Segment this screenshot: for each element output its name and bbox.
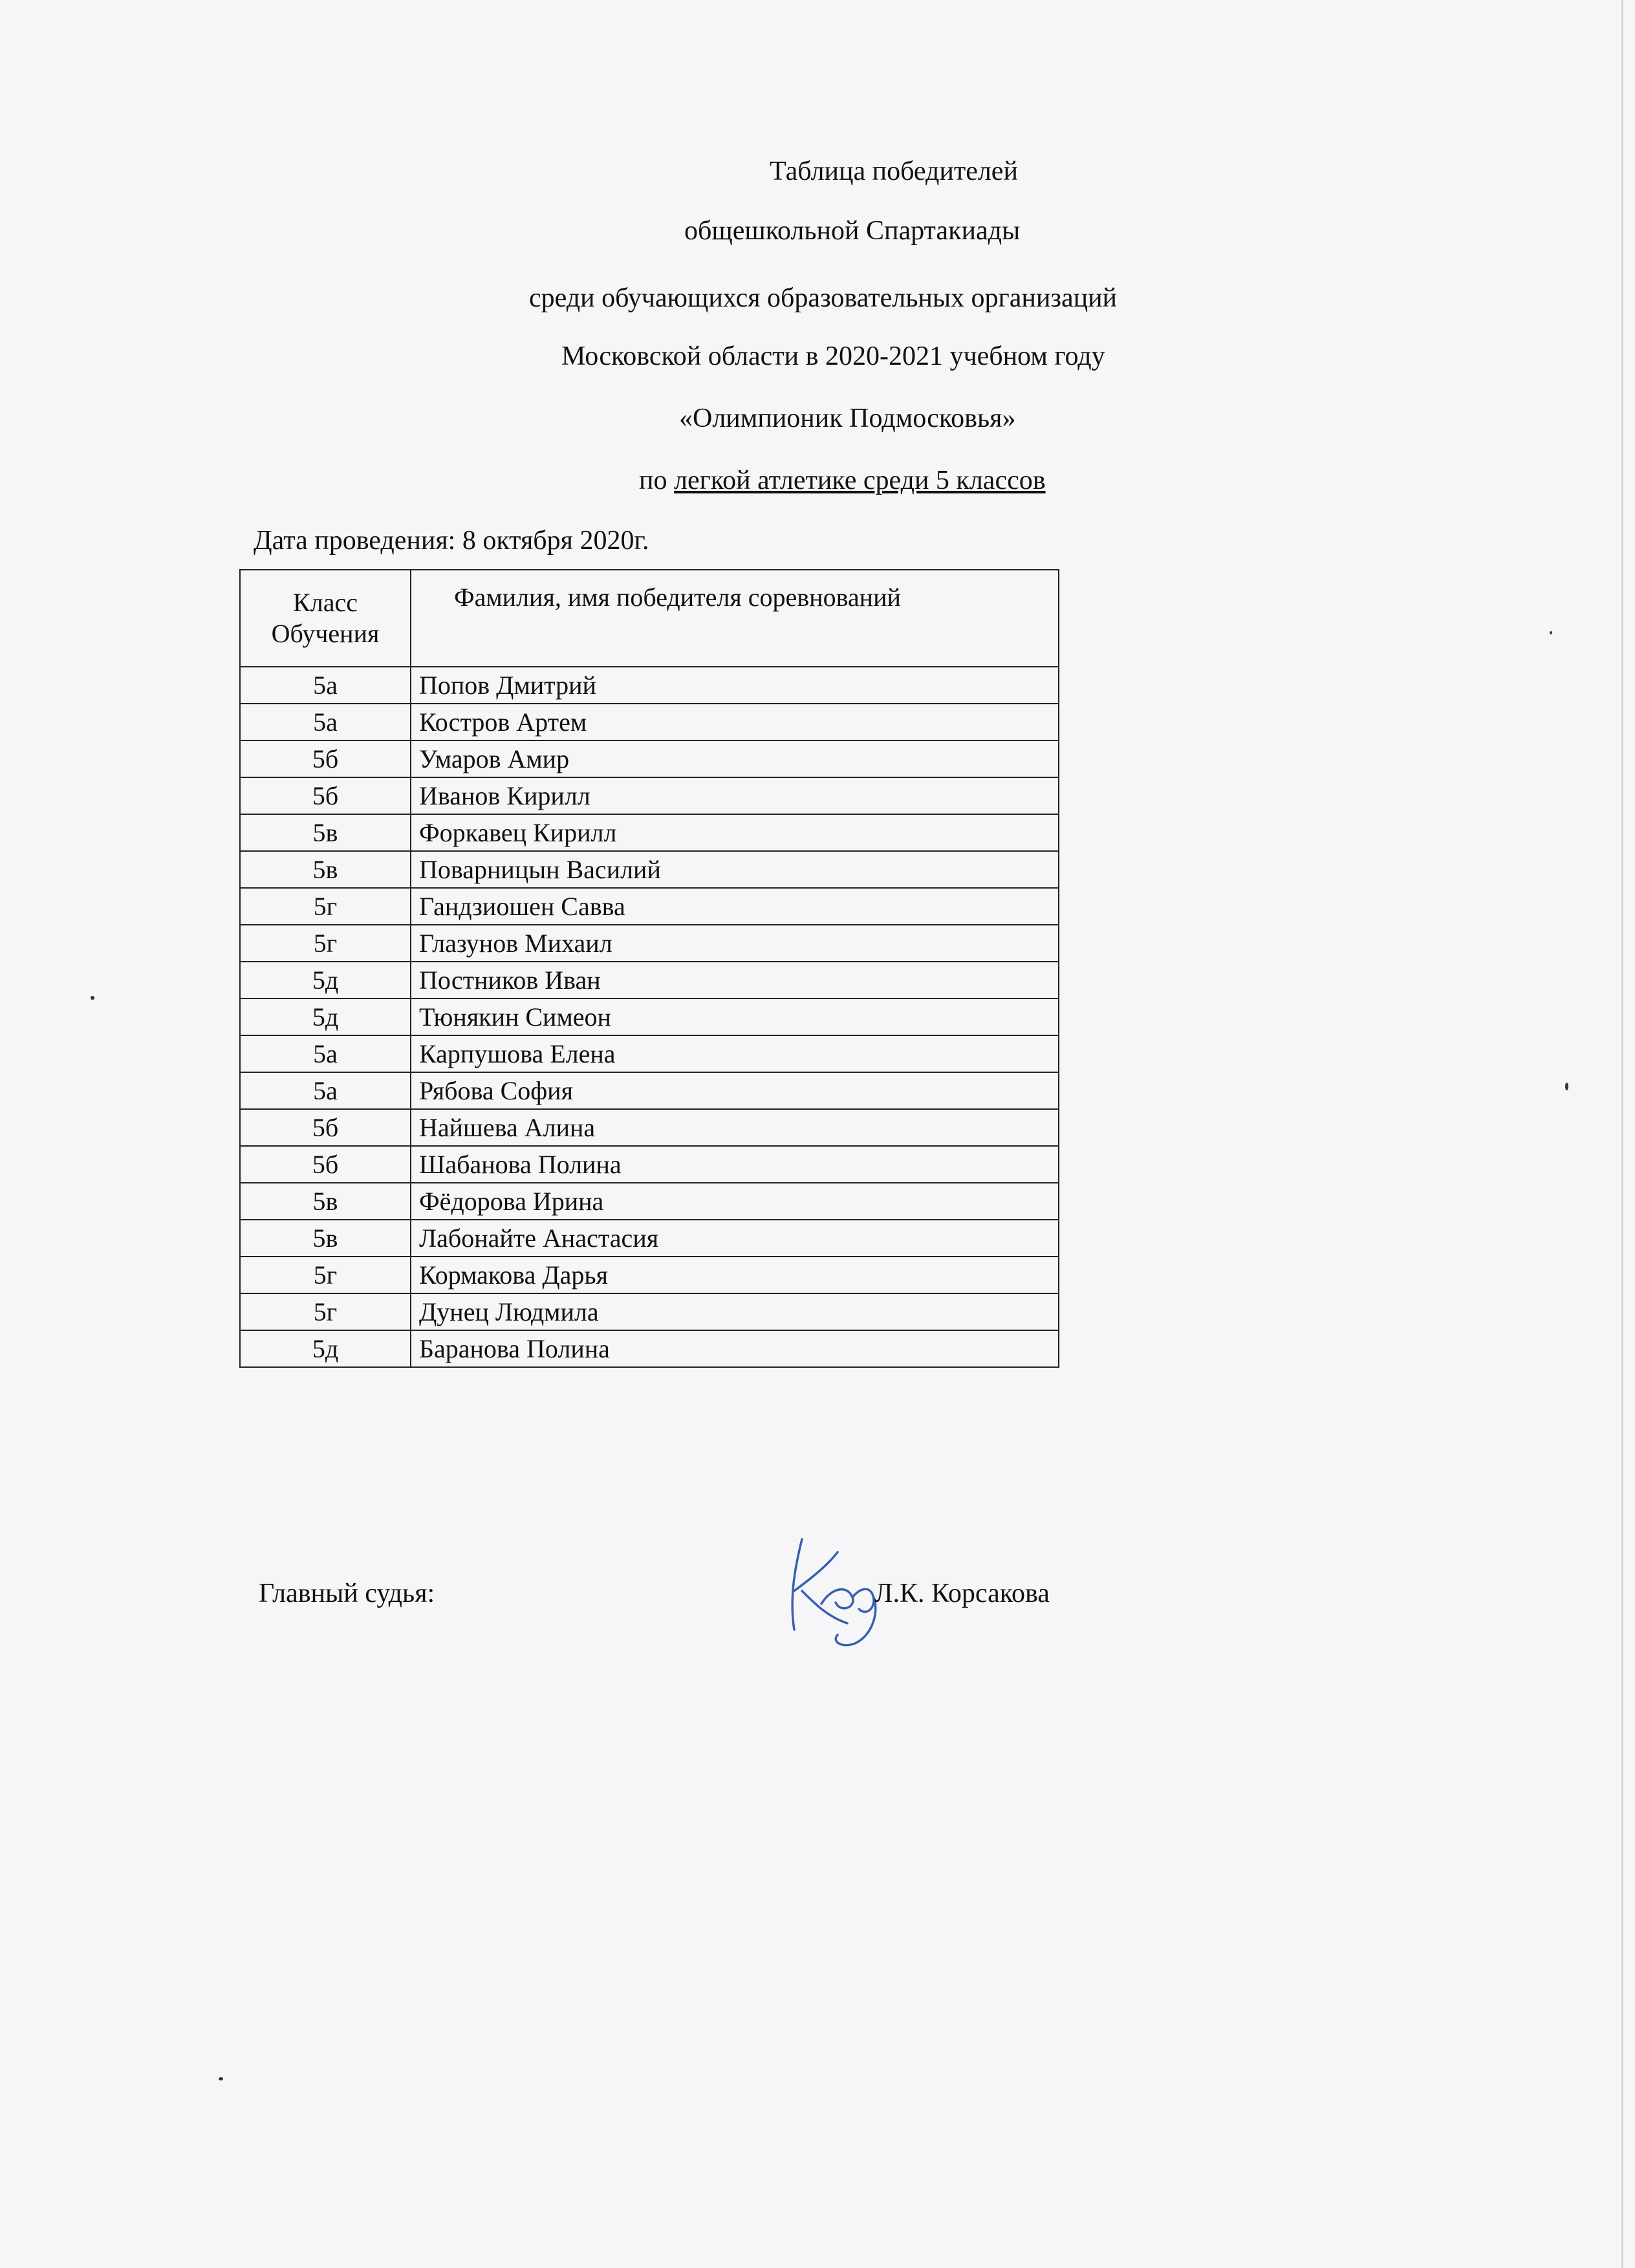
- header-class-line-2: Обучения: [271, 619, 380, 648]
- title-line-6-sport: легкой атлетике среди 5 классов: [673, 466, 1046, 495]
- table-row: [240, 814, 1059, 851]
- cell-winner-name: Кормакова Дарья: [411, 1257, 1059, 1293]
- title-line-5: «Олимпионик Подмосковья»: [679, 404, 1016, 433]
- table-header-row: [240, 570, 1059, 667]
- cell-class: 5б: [240, 777, 411, 814]
- cell-class: 5д: [240, 1330, 411, 1367]
- paper-speck: [1550, 631, 1552, 634]
- winners-table: [239, 569, 1059, 1368]
- cell-winner-name: Поварницын Василий: [411, 851, 1059, 888]
- table-row: [240, 1146, 1059, 1183]
- table-row: [240, 1257, 1059, 1293]
- cell-winner-name: Тюнякин Симеон: [411, 999, 1059, 1035]
- table-row: [240, 1293, 1059, 1330]
- table-row: [240, 1035, 1059, 1072]
- cell-winner-name: Умаров Амир: [411, 740, 1059, 777]
- table-row: [240, 851, 1059, 888]
- table-row: [240, 1072, 1059, 1109]
- cell-class: 5г: [240, 888, 411, 925]
- cell-class: 5а: [240, 704, 411, 740]
- paper-edge-shadow: [1621, 0, 1623, 2268]
- table-row: [240, 999, 1059, 1035]
- paper-speck: [1565, 1083, 1568, 1090]
- cell-winner-name: Дунец Людмила: [411, 1293, 1059, 1330]
- cell-winner-name: Глазунов Михаил: [411, 925, 1059, 962]
- header-class-line-1: Класс: [293, 588, 358, 617]
- chief-judge-label: Главный судья:: [259, 1579, 435, 1608]
- cell-winner-name: Найшева Алина: [411, 1109, 1059, 1146]
- chief-judge-name: Л.К. Корсакова: [874, 1579, 1050, 1608]
- cell-class: 5а: [240, 667, 411, 704]
- title-line-6-prefix: по: [639, 466, 674, 495]
- cell-winner-name: Карпушова Елена: [411, 1035, 1059, 1072]
- event-date: Дата проведения: 8 октября 2020г.: [254, 526, 649, 556]
- table-row: [240, 777, 1059, 814]
- cell-class: 5б: [240, 1109, 411, 1146]
- cell-class: 5в: [240, 814, 411, 851]
- cell-class: 5г: [240, 1257, 411, 1293]
- title-line-2: общешкольной Спартакиады: [684, 216, 1021, 246]
- table-row: [240, 962, 1059, 999]
- paper-speck: [91, 996, 94, 1000]
- table-row: [240, 1183, 1059, 1220]
- cell-winner-name: Иванов Кирилл: [411, 777, 1059, 814]
- table-row: [240, 1109, 1059, 1146]
- header-class: [240, 570, 411, 667]
- cell-winner-name: Фёдорова Ирина: [411, 1183, 1059, 1220]
- cell-winner-name: Форкавец Кирилл: [411, 814, 1059, 851]
- winners-body: [240, 667, 1059, 1367]
- table-row: [240, 704, 1059, 740]
- table-row: [240, 888, 1059, 925]
- cell-class: 5в: [240, 1183, 411, 1220]
- cell-winner-name: Лабонайте Анастасия: [411, 1220, 1059, 1257]
- cell-winner-name: Гандзиошен Савва: [411, 888, 1059, 925]
- cell-class: 5б: [240, 1146, 411, 1183]
- title-line-1: Таблица победителей: [770, 157, 1018, 186]
- cell-winner-name: Попов Дмитрий: [411, 667, 1059, 704]
- cell-class: 5г: [240, 1293, 411, 1330]
- title-line-3: среди обучающихся образовательных организаций: [529, 283, 1118, 313]
- paper-speck: [219, 2077, 223, 2080]
- cell-class: 5а: [240, 1035, 411, 1072]
- table-row: [240, 1220, 1059, 1257]
- cell-winner-name: Постников Иван: [411, 962, 1059, 999]
- table-row: [240, 1330, 1059, 1367]
- cell-class: 5б: [240, 740, 411, 777]
- table-row: [240, 925, 1059, 962]
- cell-class: 5д: [240, 962, 411, 999]
- cell-class: 5г: [240, 925, 411, 962]
- cell-class: 5а: [240, 1072, 411, 1109]
- title-line-4: Московской области в 2020-2021 учебном году: [561, 341, 1105, 371]
- table-row: [240, 667, 1059, 704]
- title-line-6: [639, 464, 1046, 497]
- cell-winner-name: Рябова София: [411, 1072, 1059, 1109]
- cell-winner-name: Баранова Полина: [411, 1330, 1059, 1367]
- cell-class: 5в: [240, 1220, 411, 1257]
- table-row: [240, 740, 1059, 777]
- cell-class: 5в: [240, 851, 411, 888]
- cell-winner-name: Шабанова Полина: [411, 1146, 1059, 1183]
- header-name: Фамилия, имя победителя соревнований: [411, 570, 1059, 667]
- cell-class: 5д: [240, 999, 411, 1035]
- cell-winner-name: Костров Артем: [411, 704, 1059, 740]
